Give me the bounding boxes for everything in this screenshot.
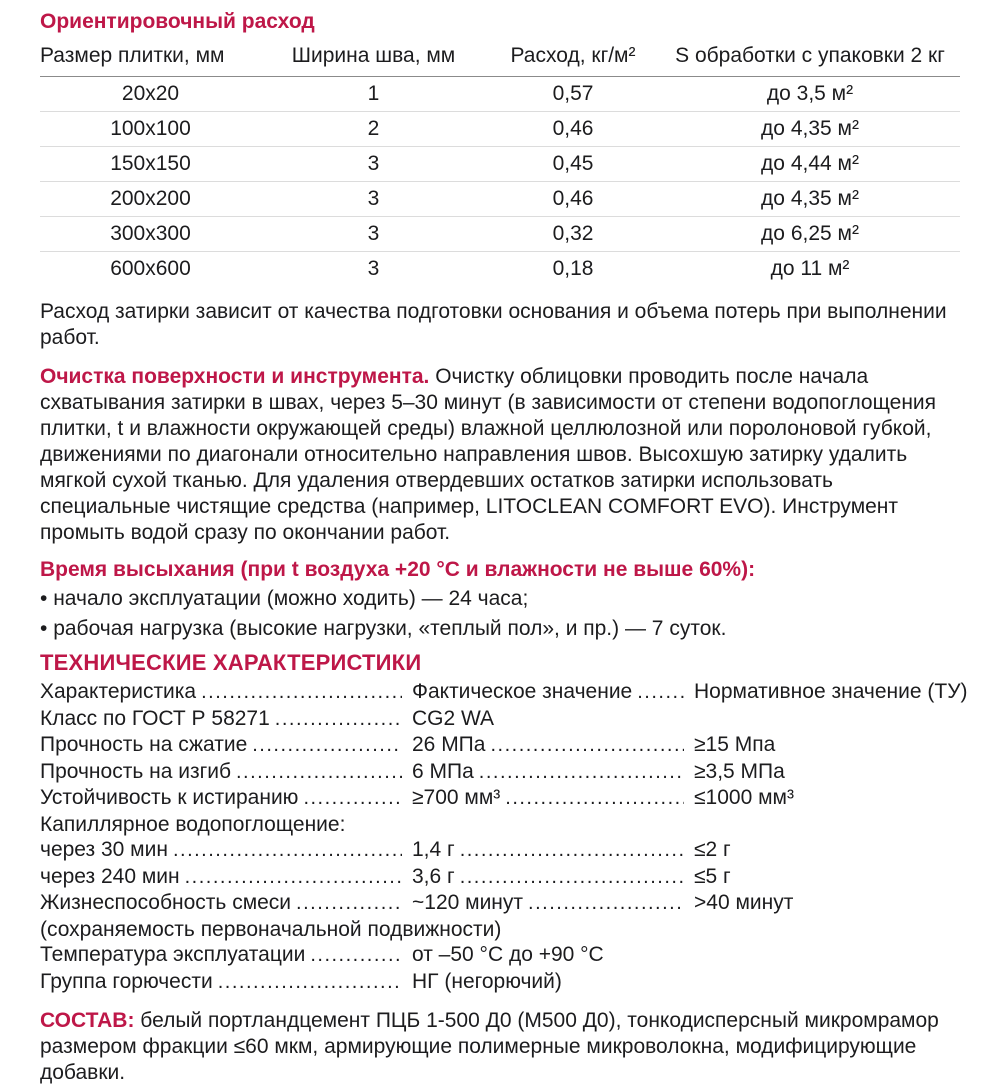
table-cell: до 3,5 м² bbox=[660, 77, 960, 112]
tech-norm: Нормативное значение (ТУ) bbox=[694, 680, 968, 703]
table-cell: до 4,35 м² bbox=[660, 112, 960, 147]
tech-norm: >40 минут bbox=[694, 891, 794, 914]
dot-leader bbox=[303, 785, 402, 812]
cleaning-paragraph bbox=[40, 364, 960, 546]
tech-label: Температура эксплуатации bbox=[40, 943, 306, 966]
tech-norm: ≤5 г bbox=[694, 864, 731, 888]
tech-value: ~120 минут bbox=[412, 891, 524, 914]
tech-value: Фактическое значение bbox=[412, 680, 633, 703]
tech-value: 26 МПа bbox=[412, 733, 486, 756]
tech-value: от –50 °C до +90 °C bbox=[412, 943, 604, 966]
tech-value: CG2 WA bbox=[412, 706, 495, 730]
dot-leader bbox=[185, 864, 402, 891]
table-cell: 3 bbox=[261, 147, 486, 182]
tech-row bbox=[40, 732, 960, 759]
tech-row bbox=[40, 759, 960, 786]
column-header-coverage: S обработки с упаковки 2 кг bbox=[660, 41, 960, 77]
tech-label: Класс по ГОСТ Р 58271 bbox=[40, 706, 270, 730]
dot-leader bbox=[460, 864, 684, 891]
table-cell: 3 bbox=[261, 217, 486, 252]
tech-row bbox=[40, 864, 960, 891]
table-cell: 3 bbox=[261, 182, 486, 217]
tech-specs-title: ТЕХНИЧЕСКИЕ ХАРАКТЕРИСТИКИ bbox=[40, 650, 422, 675]
composition-paragraph bbox=[40, 1008, 960, 1086]
tech-row bbox=[40, 917, 960, 943]
tech-value: ≥700 мм³ bbox=[412, 786, 501, 809]
table-cell: до 11 м² bbox=[770, 257, 850, 280]
tech-label: Капиллярное водопоглощение: bbox=[40, 812, 346, 836]
dot-leader bbox=[479, 759, 684, 786]
table-row bbox=[40, 217, 960, 252]
table-cell: 0,32 bbox=[486, 217, 660, 252]
consumption-table bbox=[40, 41, 960, 286]
tech-specs-list bbox=[40, 679, 968, 995]
table-cell: до 6,25 м² bbox=[660, 217, 960, 252]
table-row bbox=[40, 112, 960, 147]
dot-leader bbox=[275, 706, 402, 733]
tech-norm: ≥15 Мпа bbox=[694, 733, 776, 756]
tech-row bbox=[40, 890, 960, 917]
tech-norm: ≤2 г bbox=[694, 838, 731, 861]
table-cell: 2 bbox=[261, 112, 486, 147]
dot-leader bbox=[310, 942, 402, 969]
tech-label: Жизнеспособность смеси bbox=[40, 891, 292, 914]
tech-value: НГ (негорючий) bbox=[412, 969, 562, 993]
table-cell: 0,46 bbox=[486, 112, 660, 147]
table-cell: до 4,44 м² bbox=[660, 147, 960, 182]
tech-label: через 240 мин bbox=[40, 864, 180, 888]
table-cell: 150x150 bbox=[40, 147, 261, 182]
table-cell: 20x20 bbox=[40, 77, 261, 112]
tech-label: через 30 мин bbox=[40, 838, 168, 861]
tech-row bbox=[40, 969, 960, 996]
table-row bbox=[40, 147, 960, 182]
tech-label: Прочность на сжатие bbox=[40, 733, 248, 756]
consumption-note: Расход затирки зависит от качества подготовки основания и объема потерь при выполнении работ. bbox=[40, 300, 947, 349]
tech-label: Устойчивость к истиранию bbox=[40, 786, 299, 809]
tech-row bbox=[40, 812, 960, 838]
tech-value: 6 МПа bbox=[412, 759, 474, 783]
table-row bbox=[40, 252, 960, 287]
tech-row bbox=[40, 785, 960, 812]
drying-time-title: Время высыхания (при t воздуха +20 °C и влажности не выше 60%): bbox=[40, 558, 756, 581]
table-cell: 0,18 bbox=[552, 257, 594, 280]
tech-label: Группа горючести bbox=[40, 969, 213, 993]
tech-value: 1,4 г bbox=[412, 838, 455, 861]
list-item: • рабочая нагрузка (высокие нагрузки, «теплый пол», и пр.) — 7 суток. bbox=[40, 616, 960, 642]
table-cell: до 4,35 м² bbox=[660, 182, 960, 217]
tech-row bbox=[40, 837, 960, 864]
table-cell: 200x200 bbox=[40, 182, 261, 217]
dot-leader bbox=[296, 890, 402, 917]
table-header-row bbox=[40, 41, 960, 77]
table-cell: 1 bbox=[261, 77, 486, 112]
tech-row bbox=[40, 679, 968, 706]
composition-body: белый портландцемент ПЦБ 1-500 Д0 (М500 Д0), тонкодисперсный микромрамор размером фракции ≤60 мкм, армирующие полимерные микроволокна, модифицирующие добавки. bbox=[40, 1009, 939, 1084]
consumption-section-title: Ориентировочный расход bbox=[40, 10, 315, 33]
tech-row bbox=[40, 942, 960, 969]
table-row bbox=[40, 182, 960, 217]
dot-leader bbox=[460, 837, 684, 864]
dot-leader bbox=[236, 759, 402, 786]
tech-label: Характеристика bbox=[40, 680, 197, 703]
tech-norm: ≥3,5 МПа bbox=[694, 759, 785, 783]
column-header-tile-size: Размер плитки, мм bbox=[40, 41, 261, 77]
dot-leader bbox=[505, 785, 684, 812]
table-cell: 300x300 bbox=[40, 217, 261, 252]
list-item: • начало эксплуатации (можно ходить) — 24 часа; bbox=[40, 586, 960, 612]
tech-label: (сохраняемость первоначальной подвижности) bbox=[40, 917, 502, 941]
composition-title: СОСТАВ: bbox=[40, 1009, 135, 1032]
dot-leader bbox=[637, 679, 684, 706]
table-row bbox=[40, 77, 960, 112]
tech-label: Прочность на изгиб bbox=[40, 759, 231, 783]
table-cell: 600x600 bbox=[110, 257, 191, 280]
cleaning-body: Очистку облицовки проводить после начала схватывания затирки в швах, через 5–30 минут (в зависимости от степени водопоглощения плитки, t и влажности окружающей среды) влажной целлюлозной или поролоновой губкой, движениями по диагонали относительно направления швов. Высохшую затирку удалить мягкой сухой тканью. Для удаления отвердевших остатков затирки использовать специальные чистящие средства (например, LITOCLEAN COMFORT EVO). Инструмент промыть водой сразу по окончании работ. bbox=[40, 365, 937, 544]
dot-leader bbox=[218, 969, 402, 996]
column-header-consumption: Расход, кг/м² bbox=[486, 41, 660, 77]
table-cell: 3 bbox=[367, 257, 380, 280]
column-header-joint-width: Ширина шва, мм bbox=[261, 41, 486, 77]
dot-leader bbox=[201, 679, 402, 706]
tech-norm: ≤1000 мм³ bbox=[694, 786, 794, 809]
tech-value: 3,6 г bbox=[412, 864, 455, 888]
table-cell: 0,46 bbox=[486, 182, 660, 217]
dot-leader bbox=[490, 732, 684, 759]
dot-leader bbox=[528, 890, 684, 917]
cleaning-title: Очистка поверхности и инструмента. bbox=[40, 365, 430, 388]
tech-row bbox=[40, 706, 960, 733]
table-cell: 100x100 bbox=[40, 112, 261, 147]
dot-leader bbox=[173, 837, 402, 864]
dot-leader bbox=[252, 732, 402, 759]
drying-bullet-list bbox=[40, 586, 960, 642]
table-cell: 0,57 bbox=[486, 77, 660, 112]
table-cell: 0,45 bbox=[486, 147, 660, 182]
